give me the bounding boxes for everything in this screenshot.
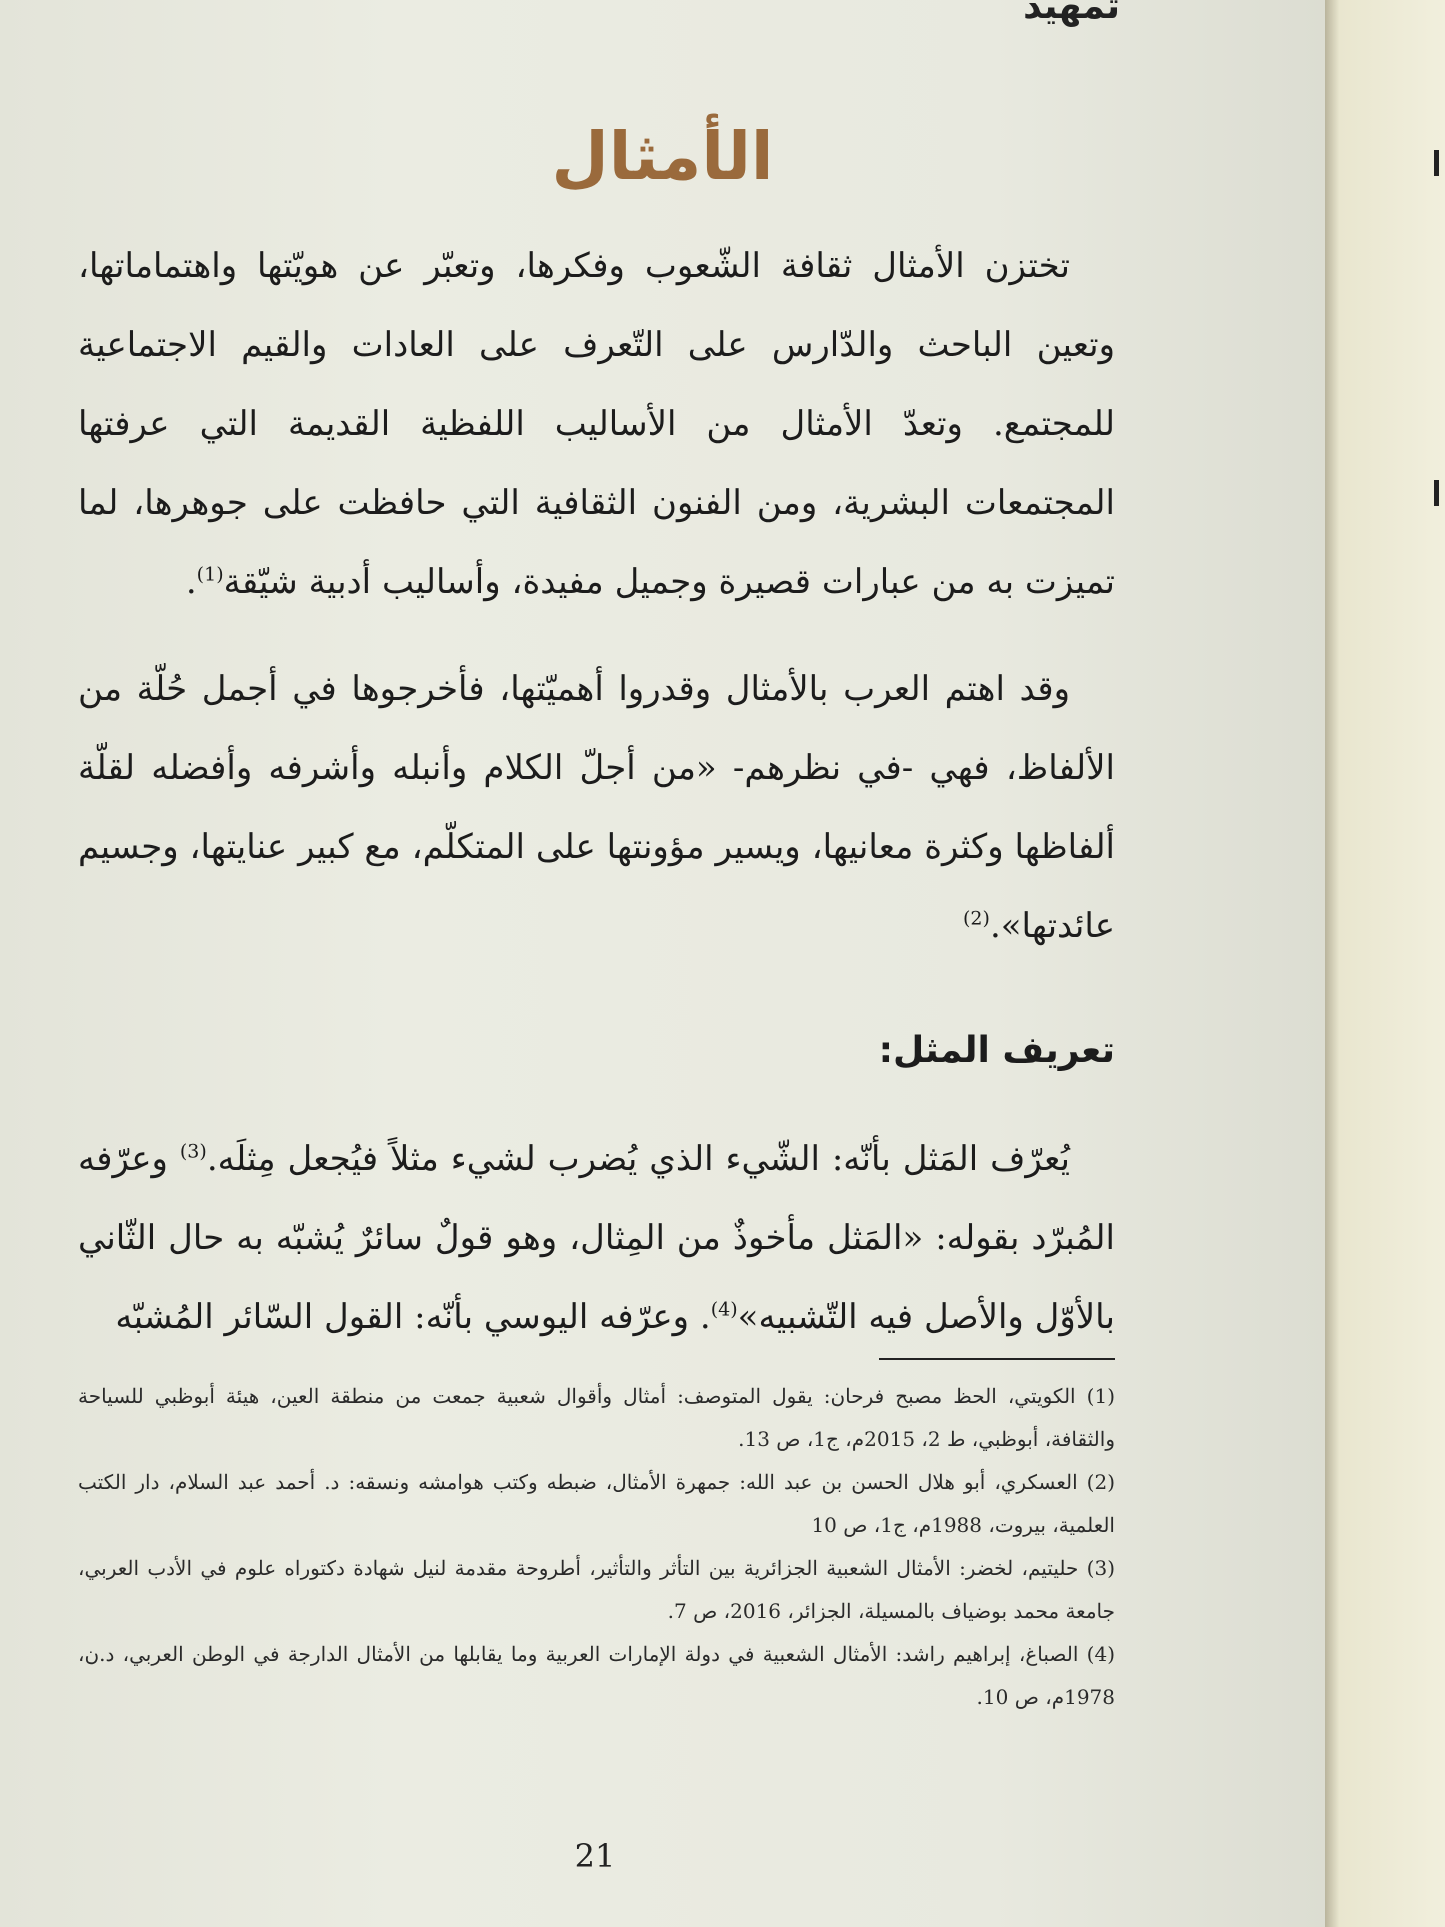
intro-paragraph — [78, 227, 1115, 622]
page-number: 21 — [574, 1837, 616, 1875]
footnotes — [78, 1375, 1115, 1719]
definition-part-1: يُعرّف المَثل بأنّه: الشّيء الذي يُضرب لشيء مثلاً فيُجعل مِثلَه. — [206, 1139, 1070, 1179]
footnote-4: (4) الصباغ، إبراهيم راشد: الأمثال الشعبية في دولة الإمارات العربية وما يقابلها من الأمثال الدارجة في الوطن العربي، د.ن، 1978م، ص 10. — [78, 1642, 1115, 1709]
definition-heading: تعريف المثل: — [878, 1030, 1115, 1071]
chapter-header: تمهيد — [1023, 0, 1120, 27]
footnote-ref-2: (2) — [963, 907, 990, 930]
footnote-separator — [879, 1358, 1115, 1360]
footnote-3: (3) حليتيم، لخضر: الأمثال الشعبية الجزائرية بين التأثر والتأثير، أطروحة مقدمة لنيل شهادة دكتوراه علوم في الأدب العربي، جامعة محمد بوضياف بالمسيلة، الجزائر، 2016، ص 7. — [78, 1556, 1115, 1623]
adjacent-page-edge — [1325, 0, 1445, 1927]
adjacent-text-mark — [1418, 150, 1439, 176]
page-title: الأمثال — [551, 118, 774, 195]
definition-part-3: . وعرّفه اليوسي بأنّه: القول السّائر المُشبّه — [115, 1297, 711, 1337]
definition-part-2: وعرّفه المُبرّد بقوله: «المَثل مأخوذٌ من المِثال، وهو قولٌ سائرٌ يُشبّه به حال الثّاني بالأوّل والأصل فيه التّشبيه» — [78, 1139, 1115, 1337]
footnote-ref-1: (1) — [196, 563, 224, 586]
footnote-ref-3: (3) — [179, 1140, 207, 1163]
definition-paragraph — [78, 1120, 1115, 1357]
arab-proverbs-paragraph-text: وقد اهتم العرب بالأمثال وقدروا أهميّتها، فأخرجوها في أجمل حُلّة من الألفاظ، فهي -في نظرهم- «من أجلّ الكلام وأنبله وأشرفه وأفضله لقلّة ألفاظها وكثرة معانيها، ويسير مؤونتها على المتكلّم، مع كبير عنايتها، وجسيم عائدتها». — [78, 669, 1115, 946]
footnote-ref-4: (4) — [710, 1298, 738, 1321]
intro-paragraph-text: تختزن الأمثال ثقافة الشّعوب وفكرها، وتعبّر عن هويّتها واهتماماتها، وتعين الباحث والدّارس على التّعرف على العادات والقيم الاجتماعية للمجتمع. وتعدّ الأمثال من الأساليب اللفظية القديمة التي عرفتها المجتمعات البشرية، ومن الفنون الثقافية التي حافظت على جوهرها، لما تميزت به من عبارات قصيرة وجميل مفيدة، وأساليب أدبية شيّقة — [78, 246, 1115, 602]
footnote-1: (1) الكويتي، الحظ مصبح فرحان: يقول المتوصف: أمثال وأقوال شعبية جمعت من منطقة العين، هيئة أبوظبي للسياحة والثقافة، أبوظبي، ط 2، 2015م، ج1، ص 13. — [78, 1384, 1115, 1451]
arab-proverbs-paragraph — [78, 650, 1115, 966]
intro-paragraph-end: . — [185, 562, 197, 602]
adjacent-text-mark — [1418, 480, 1439, 506]
footnote-2: (2) العسكري، أبو هلال الحسن بن عبد الله: جمهرة الأمثال، ضبطه وكتب هوامشه ونسقه: د. أحمد عبد السلام، دار الكتب العلمية، بيروت، 1988م، ج1، ص 10 — [78, 1470, 1115, 1537]
